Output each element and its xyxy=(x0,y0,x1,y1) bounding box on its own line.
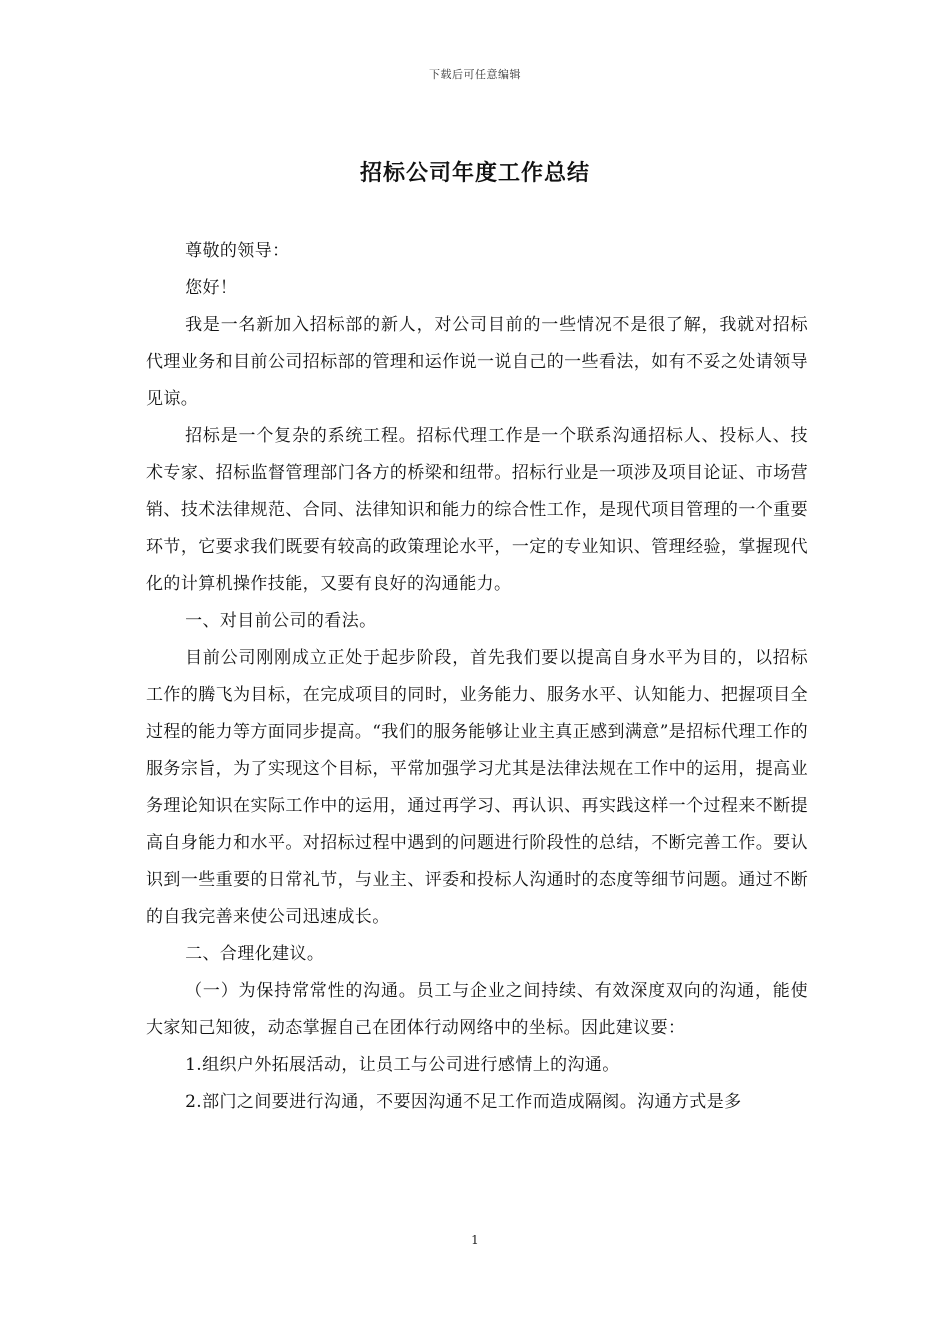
greeting: 您好！ xyxy=(185,278,238,298)
suggestion-communication-paragraph: （一）为保持常常性的沟通。员工与企业之间持续、有效深度双向的沟通，能使大家知己知彼，动态掌握自己在团体行动网络中的坐标。因此建议要： xyxy=(146,981,808,1038)
page-header-note: 下载后可任意编辑 xyxy=(429,68,521,81)
bidding-overview-paragraph: 招标是一个复杂的系统工程。招标代理工作是一个联系沟通招标人、投标人、技术专家、招标监督管理部门各方的桥梁和纽带。招标行业是一项涉及项目论证、市场营销、技术法律规范、合同、法律知识和能力的综合性工作，是现代项目管理的一个重要环节，它要求我们既要有较高的政策理论水平，一定的专业知识、管理经验，掌握现代化的计算机操作技能，又要有良好的沟通能力。 xyxy=(146,426,808,594)
company-views-paragraph: 目前公司刚刚成立正处于起步阶段，首先我们要以提高自身水平为目的，以招标工作的腾飞为目标，在完成项目的同时，业务能力、服务水平、认知能力、把握项目全过程的能力等方面同步提高。“我们的服务能够让业主真正感到满意”是招标代理工作的服务宗旨，为了实现这个目标，平常加强学习尤其是法律法规在工作中的运用，提高业务理论知识在实际工作中的运用，通过再学习、再认识、再实践这样一个过程来不断提高自身能力和水平。对招标过程中遇到的问题进行阶段性的总结，不断完善工作。要认识到一些重要的日常礼节，与业主、评委和投标人沟通时的态度等细节问题。通过不断的自我完善来使公司迅速成长。 xyxy=(146,648,808,927)
suggestion-item-1: 1.组织户外拓展活动，让员工与公司进行感情上的沟通。 xyxy=(185,1055,620,1075)
page-number: 1 xyxy=(471,1233,479,1247)
intro-paragraph: 我是一名新加入招标部的新人，对公司目前的一些情况不是很了解，我就对招标代理业务和目前公司招标部的管理和运作说一说自己的一些看法，如有不妥之处请领导见谅。 xyxy=(146,315,808,409)
suggestion-item-2: 2.部门之间要进行沟通，不要因沟通不足工作而造成隔阂。沟通方式是多 xyxy=(185,1092,742,1112)
section-heading-suggestions: 二、合理化建议。 xyxy=(185,944,325,964)
salutation: 尊敬的领导： xyxy=(185,241,290,261)
document-title: 招标公司年度工作总结 xyxy=(359,160,590,186)
document-body xyxy=(146,233,808,1121)
section-heading-views: 一、对目前公司的看法。 xyxy=(185,611,377,631)
